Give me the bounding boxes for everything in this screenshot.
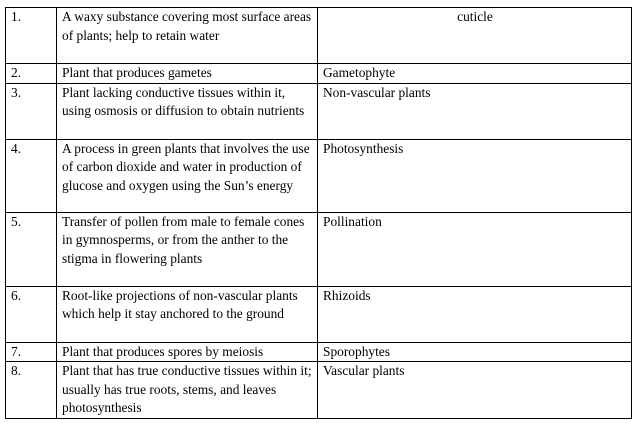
row-term: cuticle (318, 8, 632, 64)
table-row (6, 64, 632, 84)
table-row (6, 286, 632, 342)
row-term: Gametophyte (318, 64, 632, 84)
table-row (6, 139, 632, 212)
row-definition: Transfer of pollen from male to female cones in gymnosperms, or from the anther to the stigma in flowering plants (57, 212, 318, 286)
table-row (6, 8, 632, 64)
vocabulary-table (5, 7, 632, 419)
row-number: 1. (6, 8, 57, 64)
row-number: 2. (6, 64, 57, 84)
row-definition: A waxy substance covering most surface areas of plants; help to retain water (57, 8, 318, 64)
row-number: 7. (6, 342, 57, 362)
row-definition: Plant lacking conductive tissues within it, using osmosis or diffusion to obtain nutrients (57, 83, 318, 139)
row-definition: Plant that produces spores by meiosis (57, 342, 318, 362)
row-term: Non-vascular plants (318, 83, 632, 139)
row-number: 5. (6, 212, 57, 286)
row-definition: Plant that has true conductive tissues within it; usually has true roots, stems, and leaves photosynthesis (57, 362, 318, 419)
row-number: 4. (6, 139, 57, 212)
table-row (6, 342, 632, 362)
row-number: 3. (6, 83, 57, 139)
row-term: Vascular plants (318, 362, 632, 419)
row-number: 8. (6, 362, 57, 419)
row-term: Pollination (318, 212, 632, 286)
row-term: Sporophytes (318, 342, 632, 362)
row-term: Photosynthesis (318, 139, 632, 212)
row-definition: A process in green plants that involves the use of carbon dioxide and water in production of glucose and oxygen using the Sun’s energy (57, 139, 318, 212)
row-term: Rhizoids (318, 286, 632, 342)
row-definition: Root-like projections of non-vascular plants which help it stay anchored to the ground (57, 286, 318, 342)
table-row (6, 212, 632, 286)
row-definition: Plant that produces gametes (57, 64, 318, 84)
row-number: 6. (6, 286, 57, 342)
table-row (6, 83, 632, 139)
table-row (6, 362, 632, 419)
